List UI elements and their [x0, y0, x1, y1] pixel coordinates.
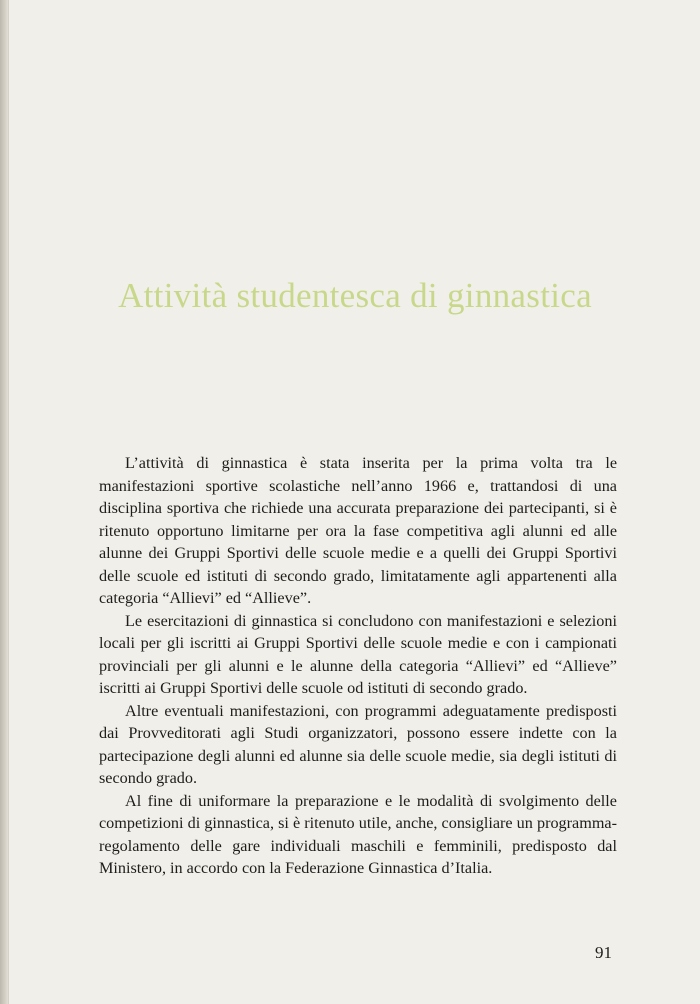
body-text — [99, 452, 617, 880]
paragraph-3: Altre eventuali manifestazioni, con programmi adeguatamente predisposti dai Provveditorati agli Studi organizzatori, possono essere indette con la partecipazione degli alunni ed alunne sia delle scuole medie, sia degli istituti di secondo grado. — [99, 701, 617, 787]
page-number: 91 — [595, 943, 612, 962]
paragraph-1: L’attività di ginnastica è stata inserita per la prima volta tra le manifestazioni sportive scolastiche nell’anno 1966 e, trattandosi di una disciplina sportiva che richiede una accurata preparazione dei partecipanti, si è ritenuto opportuno limitarne per ora la fase competitiva agli alunni ed alle alunne dei Gruppi Sportivi delle scuole medie e a quelli dei Gruppi Sportivi delle scuole ed istituti di secondo grado, limitatamente agli appartenenti alla categoria “Allievi” ed “Allieve”. — [99, 454, 617, 607]
page-title: Attività studentesca di ginnastica — [118, 276, 592, 315]
document-page — [8, 0, 700, 1004]
page-edge — [0, 0, 8, 1004]
paragraph-2: Le esercitazioni di ginnastica si concludono con manifestazioni e selezioni locali per gli iscritti ai Gruppi Sportivi delle scuole medie e con i campionati provinciali per gli alunni e le alunne della categoria “Allievi” ed “Allieve” iscritti ai Gruppi Sportivi delle scuole od istituti di secondo grado. — [99, 611, 617, 697]
paragraph-4: Al fine di uniformare la preparazione e le modalità di svolgimento delle competizioni di ginnastica, si è ritenuto utile, anche, consigliare un programma-regolamento delle gare individuali maschili e femminili, predisposto dal Ministero, in accordo con la Federazione Ginnastica d’Italia. — [99, 791, 617, 877]
